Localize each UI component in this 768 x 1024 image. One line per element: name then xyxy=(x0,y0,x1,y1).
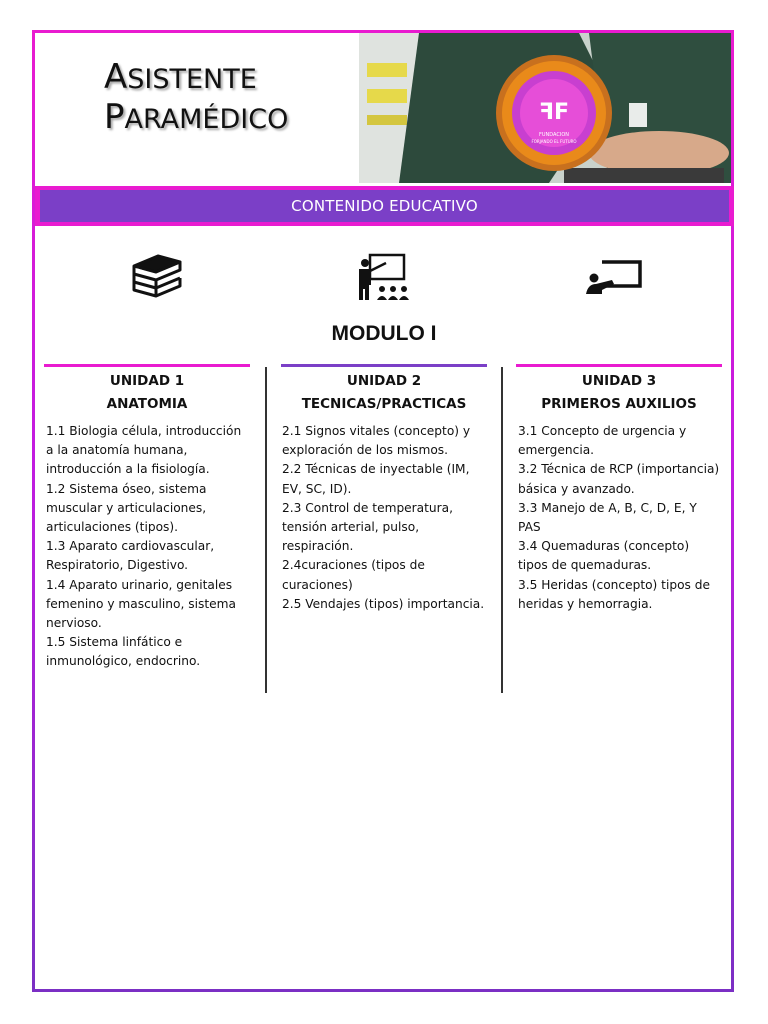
unit-rule xyxy=(281,364,487,367)
unit-number: UNIDAD 3 xyxy=(581,373,657,389)
unit-number: UNIDAD 1 xyxy=(109,373,185,389)
unit-items xyxy=(518,422,722,614)
module-title: MODULO I xyxy=(331,322,437,345)
header-photo xyxy=(359,33,731,183)
list-item: 3.1 Concepto de urgencia y emergencia. xyxy=(518,424,687,458)
teacher-icon xyxy=(356,253,414,303)
list-item: 1.2 Sistema óseo, sistema muscular y articulaciones, articulaciones (tipos). xyxy=(46,481,207,535)
unit-heading xyxy=(281,370,487,416)
list-item: 3.2 Técnica de RCP (importancia) básica y avanzado. xyxy=(518,462,720,496)
unit-items xyxy=(282,422,487,614)
paramedic-photo xyxy=(359,33,731,183)
logo-subtext: FORJANDO EL FUTURO xyxy=(531,139,577,144)
unit-column xyxy=(516,364,722,614)
list-item: 3.4 Quemaduras (concepto) tipos de quemaduras. xyxy=(518,539,690,573)
unit-items xyxy=(46,422,250,672)
section-banner xyxy=(35,186,734,226)
list-item: 1.3 Aparato cardiovascular, Respiratorio, Digestivo. xyxy=(46,539,215,573)
list-item: 1.5 Sistema linfático e inmunológico, endocrino. xyxy=(46,635,201,669)
logo-text: FUNDACION xyxy=(538,132,570,138)
list-item: 2.2 Técnicas de inyectable (IM, EV, SC, ID). xyxy=(282,462,470,496)
list-item: 3.5 Heridas (concepto) tipos de heridas y hemorragia. xyxy=(518,577,710,611)
unit-heading xyxy=(516,370,722,416)
svg-text:ꟻF: ꟻF xyxy=(538,100,570,125)
unit-number: UNIDAD 2 xyxy=(346,373,422,389)
unit-column xyxy=(44,364,250,672)
unit-rule xyxy=(516,364,722,367)
list-item: 1.4 Aparato urinario, genitales femenino y masculino, sistema nervioso. xyxy=(46,577,236,631)
list-item: 2.5 Vendajes (tipos) importancia. xyxy=(282,596,485,611)
list-item: 2.1 Signos vitales (concepto) y exploración de los mismos. xyxy=(282,424,471,458)
unit-heading xyxy=(44,370,250,416)
page-title: ASISTENTE PARAMÉDICO xyxy=(104,57,289,137)
list-item: 3.3 Manejo de A, B, C, D, E, Y PAS xyxy=(518,500,697,535)
presentation-icon xyxy=(584,258,642,298)
column-divider xyxy=(265,367,267,693)
list-item: 2.4curaciones (tipos de curaciones) xyxy=(282,558,425,592)
list-item: 1.1 Biologia célula, introducción a la anatomía humana, introducción a la fisiología. xyxy=(46,424,242,477)
unit-name: TECNICAS/PRACTICAS xyxy=(301,396,467,412)
banner-label: CONTENIDO EDUCATIVO xyxy=(40,190,729,222)
column-divider xyxy=(501,367,503,693)
unit-name: PRIMEROS AUXILIOS xyxy=(541,396,697,412)
books-icon xyxy=(128,252,184,302)
unit-column xyxy=(281,364,487,614)
unit-name: ANATOMIA xyxy=(106,396,188,412)
unit-rule xyxy=(44,364,250,367)
list-item: 2.3 Control de temperatura, tensión arterial, pulso, respiración. xyxy=(282,500,454,554)
